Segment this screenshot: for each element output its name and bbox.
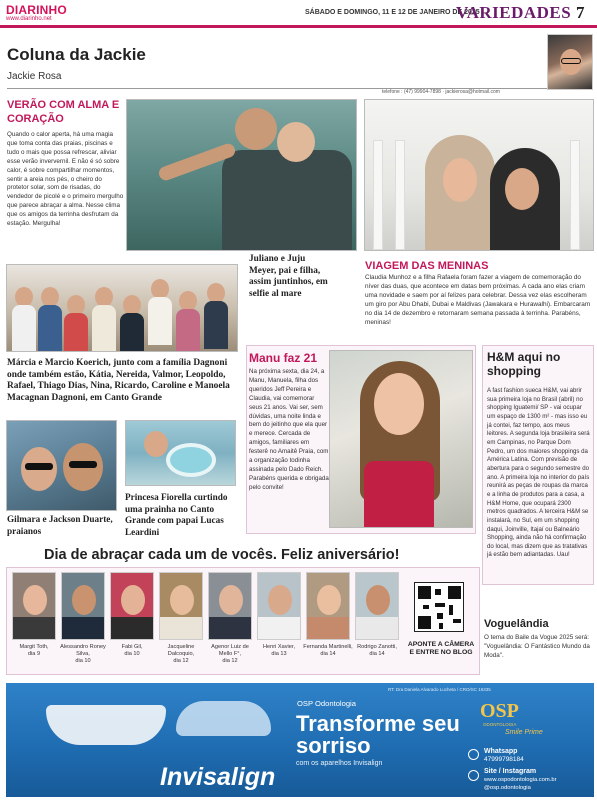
birthday-day: dia 12 [173,658,189,664]
birthday-photo [12,572,56,640]
birthday-caption [205,644,255,665]
birthday-day: dia 10 [75,658,91,664]
photo-shape [307,617,350,640]
photo-shape [64,313,88,352]
ad-subheadline: com os aparelhos Invisalign [296,760,383,767]
birthday-photo [110,572,154,640]
qr-shape [439,623,443,629]
photo-manu [329,350,473,528]
photo-shape [148,297,172,345]
photo-shape [176,309,200,352]
photo-fiorella [125,420,236,486]
issue-date: SÁBADO E DOMINGO, 11 E 12 DE JANEIRO DE 2025 [305,9,480,16]
site-url[interactable]: www.diarinho.net [6,16,52,22]
qr-shape [423,605,429,609]
viagem-body: Claudia Munhoz e a filha Rafaela foram fazer a viagem de comemoração do níver das duas, que acontece em datas bem próximas. A cada ano elas criam uma novidade e saem por aí felizes para celebrar. Dessa vez elas escolheram um giro por Abu Dhabi, Dubai e Maldivas (Jawakara e Hurawalhi). Embarcaram no dia 14 de dezembro e retornaram semana passada à terrinha. Parabéns, meninas! [365,274,591,326]
photo-shape [268,585,292,615]
birthdays-headline: Dia de abraçar cada um de vocês. Feliz aniversário! [44,547,400,563]
verao-body: Quando o calor aperta, há uma magia que toma conta das praias, piscinas e tudo o mais que possa refrescar, aliviar esse verão inververnil. E não é só sobre calor, é sobre compartilhar momentos, sentir a areia nos pés, o cheiro do protetor solar, som de risadas, do vendedor de picolé e o primeiro mergulho que parece abraçar a alma. Nesse clima que os amigos da terrinha desfrutam da estação. Mergulha! [7,131,124,228]
photo-gilmara-jackson [6,420,117,511]
column-author: Jackie Rosa [7,71,62,82]
photo-shape [15,287,33,307]
qr-shape [418,586,431,599]
manu-body: Na próxima sexta, dia 24, a Manu, Manuela, filha dos queridos Jeff Pereira e Claudia, vai comemorar seus 21 anos. Vai ser, sem dúvidas, uma noite linda e bem do jeitinho que ela quer e merece. Cercada de amigos, familiares em festerê no Amaitê Praia, com a organização todinha assinada pelo Dado Reich. Parabéns querida e obrigada pelo convite! [249,368,329,491]
photo-shape [219,585,243,615]
manu-headline: Manu faz 21 [249,351,318,365]
photo-shape [179,291,197,311]
qr-code-icon[interactable] [414,582,464,632]
photo-shape [317,585,341,615]
viagem-headline: VIAGEM DAS MENINAS [365,260,489,272]
section-title [456,3,585,23]
photo-shape [235,108,277,150]
qr-shape [448,586,461,599]
smile-prime-wordmark: Smile Prime [505,729,543,736]
birthday-caption [9,644,59,658]
birthday-name: Jacqueline Dalcoquio, [167,644,195,657]
photo-shape [570,140,580,250]
birthday-day: dia 12 [222,658,238,664]
photo-shape [505,168,539,210]
hm-headline: H&M aqui no shopping [487,350,561,378]
photo-shape [25,463,53,470]
photo-shape [120,313,144,352]
birthday-day: dia 10 [124,651,140,657]
photo-shape [151,279,169,299]
birthday-caption [156,644,206,665]
photo-shape [443,158,477,202]
whatsapp-icon [468,749,479,760]
photo-shape [364,461,434,528]
qr-shape [435,603,445,607]
photo-shape [209,617,252,640]
birthday-day: dia 9 [27,651,41,657]
birthday-day: dia 14 [320,651,336,657]
ad-website[interactable]: www.ospodontologia.com.br [484,777,557,783]
photo-shape [41,287,59,307]
masthead [0,0,597,28]
birthday-caption [58,644,108,665]
photo-shape [12,305,36,352]
birthday-photo [61,572,105,640]
photo-shape [121,585,145,615]
caption-marcia: Márcia e Marcio Koerich, junto com a família Dagnoni onde também estão, Kátia, Nereida, Valmor, Leopoldo, Rafael, Thiago Dias, Nina, Ricardo, Caroline e Manoela Macagnan Dagnoni, em Canto Grande [7,358,230,403]
photo-shape [62,617,105,640]
birthday-name: Rodrigo Zanotti, [357,644,397,650]
photo-shape [222,150,352,251]
photo-shape [258,617,301,640]
photo-shape [13,617,56,640]
birthday-name: Henri Xavier, [262,644,296,650]
voguelandia-body: O tema do Baile da Vogue 2025 será: "Voguelândia: O Fantástico Mundo da Moda". [484,634,590,659]
birthday-name: Margit Toth, [19,644,49,650]
photo-juliano-juju-selfie [126,99,357,251]
photo-shape [170,585,194,615]
photo-dagnoni-family [6,264,238,352]
photo-shape [95,287,113,307]
birthday-caption [254,644,304,658]
caption-gilmara: Gilmara e Jackson Duarte, praianos [7,514,113,536]
hm-body: A fast fashion sueca H&M, vai abrir sua primeira loja no Brasil (abril) no shopping Iguatemi/ SP - vai ocupar um espaço de 1300 m² - mas isso eu já contei, faz tempo, aos meus leitores. A segunda loja brasileira será em Campinas, no Parque Dom Pedro, um dos maiores shoppings da América Latina. Com previsão de abertura para o segundo semestre do ano. A primeira loja no interior do país reunirá as peças de roupas da marca e a linha de produtos para a casa, a H&M Home, que ocupará 2300 metros quadrados. A terceira H&M se instalará, no Sul, em um shopping daqui, Joinville, Itajaí ou Balneário Shopping, ainda não há confirmação do local, mas dizem que as tratativas já estão bem adiantadas. Uau! [487,387,590,559]
qr-shape [418,616,431,629]
photo-shape [72,585,96,615]
ad-brand-small: OSP Odontologia [297,699,356,708]
photo-shape [23,585,47,615]
photo-shape [395,140,405,250]
ad-headline: Transforme seu sorriso [296,711,460,758]
birthday-caption [303,644,353,658]
qr-shape [449,605,453,615]
author-photo [547,34,593,90]
birthday-caption [107,644,157,658]
birthday-photo [306,572,350,640]
qr-shape [453,619,461,623]
aligner-illustration [176,701,271,736]
photo-shape [277,122,315,162]
osp-logo-sub: ODONTOLOGIA [483,722,517,727]
photo-claudia-rafaela-mosque [364,99,594,251]
voguelandia-headline: Voguelândia [484,618,549,630]
photo-shape [111,617,154,640]
qr-shape [435,589,441,595]
photo-shape [160,617,203,640]
birthday-photo [159,572,203,640]
globe-icon [468,770,479,781]
birthday-day: dia 14 [369,651,385,657]
birthday-caption [352,644,402,658]
site-label: Site / Instagram [484,768,537,775]
birthday-photo [355,572,399,640]
photo-shape [207,283,225,303]
column-contact: telefone : (47) 99904-7898 · jackierosa@hotmail.com [382,89,500,95]
caption-juliano: Juliano e Juju Meyer, pai e filha, assim juntinhos, em selfie al mare [249,254,328,299]
birthday-name: Fabi Gil, [121,644,143,650]
osp-logo: OSP [480,700,519,722]
column-title: Coluna da Jackie [7,45,146,64]
whatsapp-label: Whatsapp [484,748,518,755]
photo-shape [144,431,168,457]
glasses-icon [561,58,581,64]
birthday-name: Alessandro Roney Silva, [60,644,106,657]
qr-caption: APONTE A CÂMERA E ENTRE NO BLOG [407,641,475,656]
birthday-photo [257,572,301,640]
photo-shape [69,461,97,468]
photo-shape [92,305,116,352]
photo-shape [123,295,141,315]
photo-shape [166,443,216,477]
newspaper-logo[interactable]: DIARINHO [6,3,67,17]
photo-shape [373,140,383,250]
birthday-day: dia 13 [271,651,287,657]
birthday-name: Agenor Luiz de Mello F°, [211,644,249,657]
photo-shape [366,585,390,615]
page-number: 7 [575,3,585,22]
caption-fiorella: Princesa Fiorella curtindo uma prainha no Canto Grande com papai Lucas Leardini [125,492,228,537]
photo-shape [204,301,228,349]
photo-shape [67,295,85,315]
photo-shape [38,305,62,352]
ad-registro: RT: Dra Daniela Alvarado Lucheta / CRO/SC 16335 [388,687,491,692]
photo-shape [374,373,424,435]
teeth-illustration [46,705,166,745]
ad-instagram[interactable]: @osp.odontologia [484,785,531,791]
verao-headline: VERÃO COM ALMA E CORAÇÃO [7,99,120,125]
invisalign-wordmark: Invisalign [160,763,276,791]
photo-shape [356,617,399,640]
birthday-photo [208,572,252,640]
birthday-name: Fernanda Martinelli, [303,644,353,650]
whatsapp-number[interactable]: 47999798184 [484,756,524,763]
qr-shape [437,613,443,619]
section-name: VARIEDADES [456,3,572,22]
